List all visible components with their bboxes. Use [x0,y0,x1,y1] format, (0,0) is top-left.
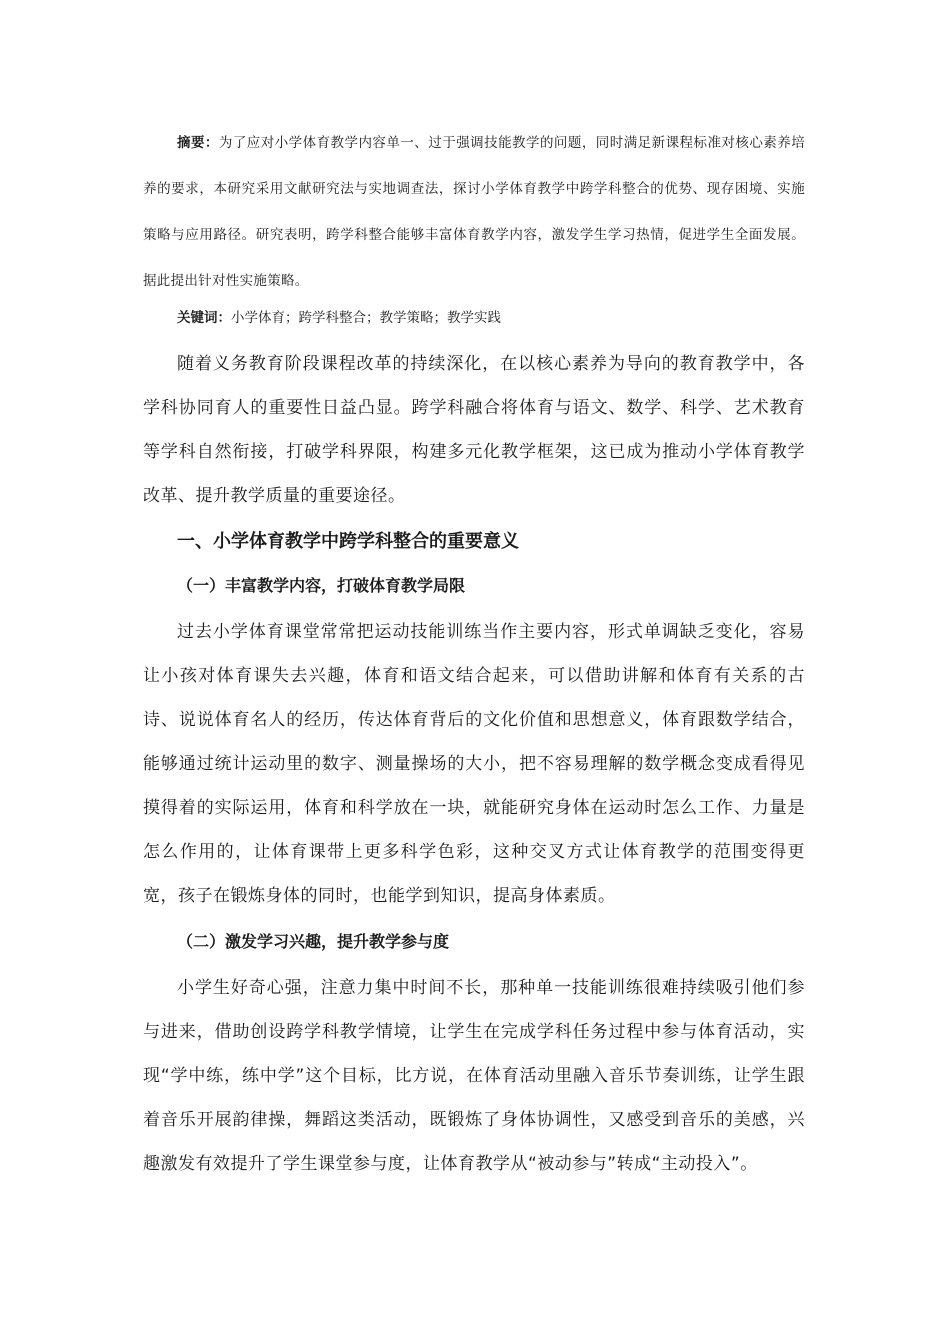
subsection-heading-1: （一）丰富教学内容，打破体育教学局限 [177,576,466,595]
subsection-2-paragraph: 小学生好奇心强，注意力集中时间不长，那种单一技能训练很难持续吸引他们参与进来，借助创设跨学科教学情境，让学生在完成学科任务过程中参与体育活动，实现“学中练，练中学”这个目标，比方说，在体育活动里融入音乐节奏训练，让学生跟着音乐开展韵律操，舞蹈这类活动，既锻炼了身体协调性，又感受到音乐的美感，兴趣激发有效提升了学生课堂参与度，让体育教学从“被动参与”转成“主动投入”。 [143,978,805,1174]
keywords [143,300,805,336]
section-heading-1: 一、小学体育教学中跨学科整合的重要意义 [177,531,519,552]
subsection-1-paragraph: 过去小学体育课堂常常把运动技能训练当作主要内容，形式单调缺乏变化，容易让小孩对体育课失去兴趣，体育和语文结合起来，可以借助讲解和体育有关系的古诗、说说体育名人的经历，传达体育背后的文化价值和思想意义，体育跟数学结合，能够通过统计运动里的数字、测量操场的大小，把不容易理解的数学概念变成看得见摸得着的实际运用，体育和科学放在一块，就能研究身体在运动时怎么工作、力量是怎么作用的，让体育课带上更多科学色彩，这种交叉方式让体育教学的范围变得更宽，孩子在锻炼身体的同时，也能学到知识，提高身体素质。 [143,622,805,906]
intro-paragraph: 随着义务教育阶段课程改革的持续深化，在以核心素养为导向的教育教学中，各学科协同育人的重要性日益凸显。跨学科融合将体育与语文、数学、科学、艺术教育等学科自然衔接，打破学科界限，构建多元化教学框架，这已成为推动小学体育教学改革、提升教学质量的重要途径。 [143,354,805,506]
abstract [143,120,805,304]
subsection-heading-2: （二）激发学习兴趣，提升教学参与度 [177,932,450,951]
abstract-label: 摘要： [177,135,219,151]
abstract-text: 为了应对小学体育教学内容单一、过于强调技能教学的问题，同时满足新课程标准对核心素养培养的要求，本研究采用文献研究法与实地调查法，探讨小学体育教学中跨学科整合的优势、现存困境、实施策略与应用路径。研究表明，跨学科整合能够丰富体育教学内容，激发学生学习热情，促进学生全面发展。据此提出针对性实施策略。 [143,135,805,289]
keywords-label: 关键词： [177,310,231,326]
keywords-text: 小学体育；跨学科整合；教学策略；教学实践 [231,310,501,326]
